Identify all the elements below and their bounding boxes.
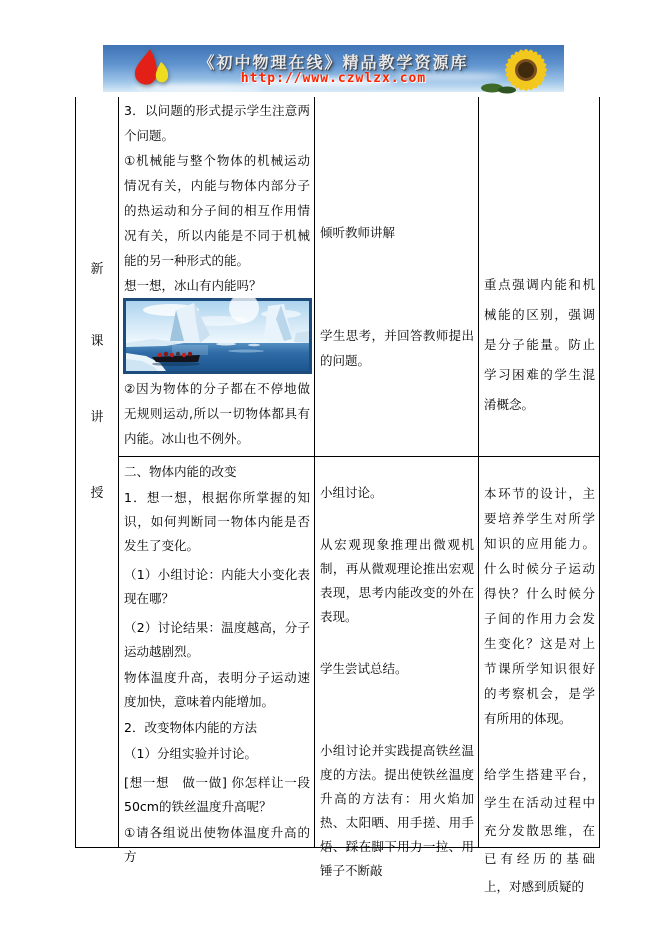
- stage-column-cell: [76, 97, 119, 848]
- notes-paragraph: 给学生搭建平台，学生在活动过程中充分发散思维，在已有经历的基础上，对感到质疑的: [484, 767, 595, 894]
- teacher-paragraph: 2．改变物体内能的方法: [124, 720, 257, 735]
- iceberg-photo: [123, 298, 312, 374]
- teacher-paragraph: 1．想一想，根据你所掌握的知识，如何判断同一物体内能是否发生了变化。: [124, 490, 310, 553]
- teacher-paragraph: 想一想，冰山有内能吗？: [124, 278, 262, 293]
- notes-paragraph: 本环节的设计，主要培养学生对所学知识的应用能力。 什么时候分子运动得快？什么时候分子间的作用力会发生变化？这是对上节课所学知识很好的考察机会，是学有所用的体现。: [484, 486, 595, 726]
- site-banner: [103, 45, 564, 92]
- student-paragraph: 倾听教师讲解: [320, 225, 396, 240]
- teacher-activity-row2-cell: [119, 457, 315, 864]
- student-paragraph: 学生思考，并回答教师提出的问题。: [320, 328, 474, 368]
- teacher-paragraph: （1）分组实验并讨论。: [124, 746, 257, 761]
- stage-char: 新: [90, 262, 104, 277]
- student-activity-row2-cell: [315, 457, 479, 878]
- teacher-paragraph: （2）讨论结果：温度越高，分子运动越剧烈。: [124, 620, 310, 659]
- stage-char: 课: [90, 334, 104, 349]
- sunflower-icon: [474, 45, 566, 92]
- teacher-paragraph: 物体温度升高，表明分子运动速度加快，意味着内能增加。: [124, 670, 310, 709]
- teacher-paragraph: [想一想 做一做] 你怎样让一段50cm的铁丝温度升高呢？: [124, 775, 310, 814]
- notes-row2-cell: [479, 457, 600, 894]
- teacher-paragraph: 二、物体内能的改变: [124, 464, 237, 479]
- banner-url-link[interactable]: http://www.czwlzx.com: [240, 71, 427, 86]
- stage-char: 授: [90, 486, 104, 501]
- notes-row1-cell: [479, 97, 600, 457]
- iceberg-photo-graphic: [126, 301, 309, 371]
- student-paragraph: 学生尝试总结。: [320, 661, 408, 676]
- student-activity-row1-cell: [315, 97, 479, 457]
- notes-paragraph: 重点强调内能和机械能的区别，强调是分子能量。防止学习困难的学生混淆概念。: [484, 277, 595, 412]
- banner-title: 《初中物理在线》精品教学资源库: [198, 53, 469, 72]
- teacher-paragraph: （1）小组讨论：内能大小变化表现在哪？: [124, 567, 310, 606]
- student-paragraph: 小组讨论并实践提高铁丝温度的方法。提出使铁丝温度升高的方法有：用火焰加热、太阳晒、用手搓、用手焐、踩在脚下用力一拉、用锤子不断敲: [320, 743, 474, 878]
- teacher-activity-row1-cell: [119, 97, 315, 457]
- teacher-paragraph: ①请各组说出使物体温度升高的方: [124, 825, 310, 864]
- teacher-paragraph: ①机械能与整个物体的机械运动情况有关，内能与物体内部分子的热运动和分子间的相互作用情况有关，所以内能是不同于机械能的另一种形式的能。: [124, 153, 310, 268]
- teacher-paragraph: 3．以问题的形式提示学生注意两个问题。: [124, 103, 310, 143]
- student-paragraph: 小组讨论。: [320, 485, 383, 500]
- teacher-paragraph: ②因为物体的分子都在不停地做无规则运动,所以一切物体都具有内能。冰山也不例外。: [124, 381, 310, 446]
- student-paragraph: 从宏观现象推理出微观机制，再从微观理论推出宏观表现，思考内能改变的外在表现。: [320, 537, 474, 624]
- stage-char: 讲: [90, 410, 104, 425]
- lesson-plan-table: [75, 97, 600, 894]
